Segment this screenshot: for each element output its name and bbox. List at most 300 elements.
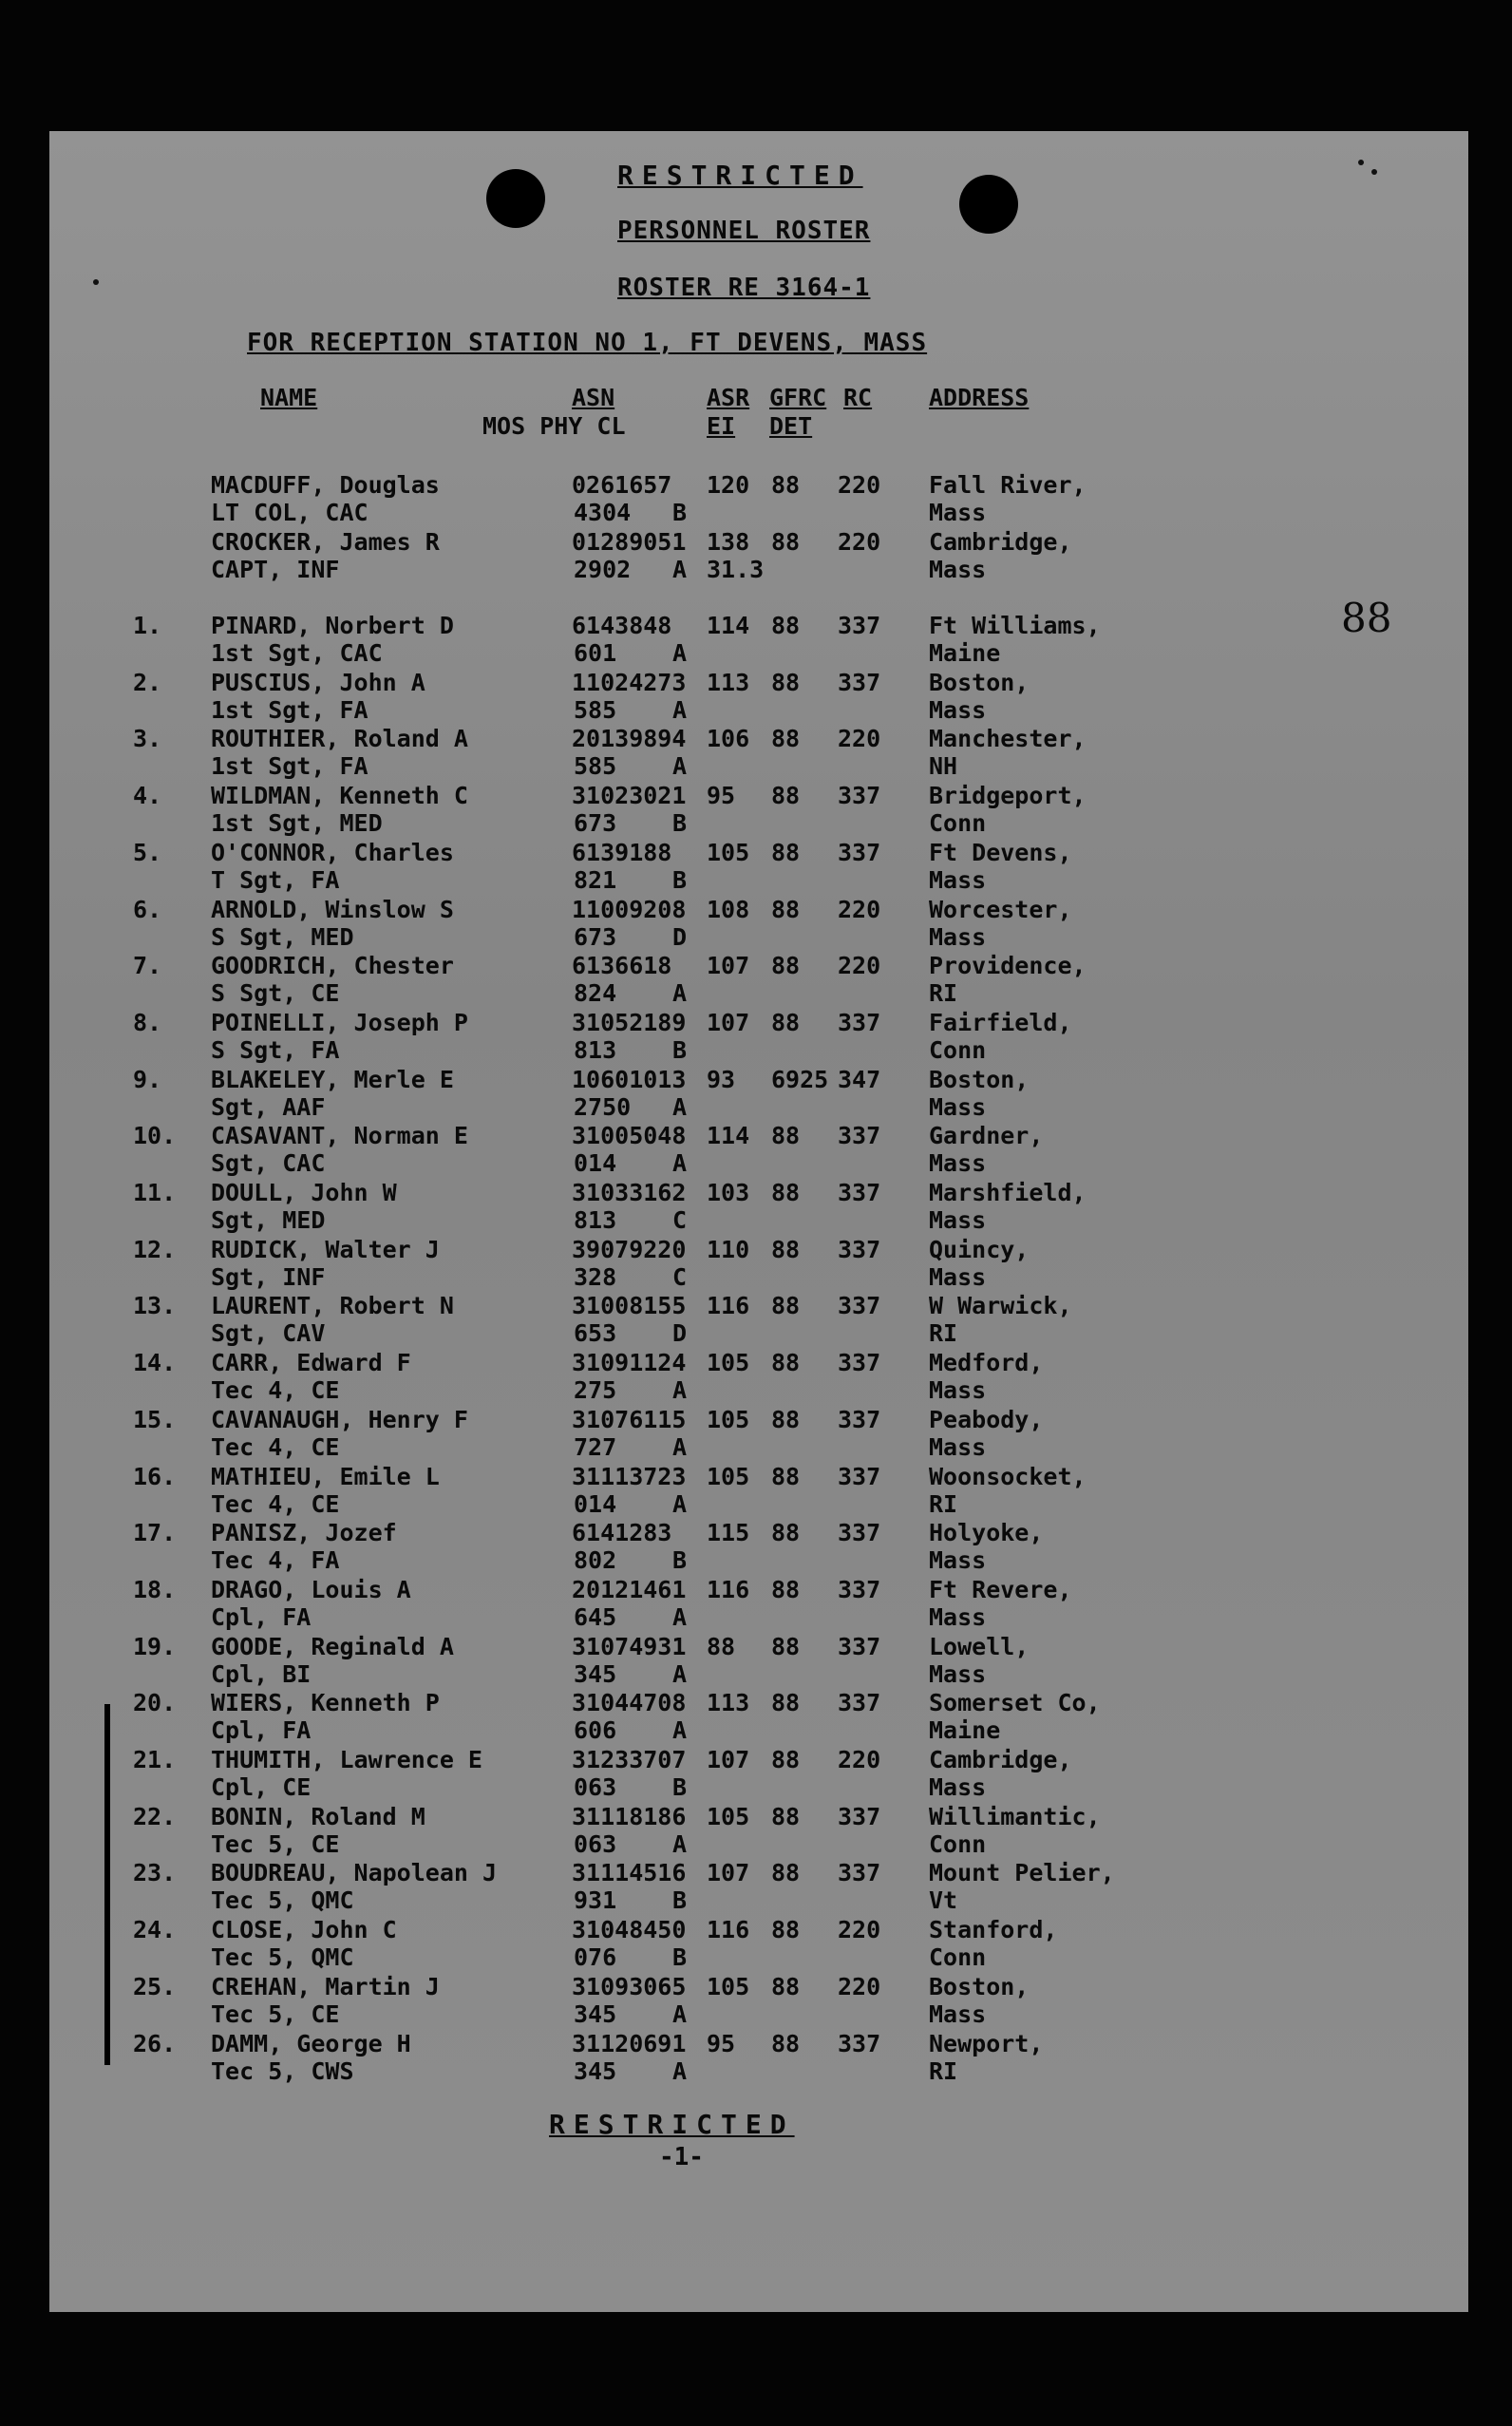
phy-cl-value: C [672, 1263, 688, 1291]
gfrc-value: 88 [771, 2030, 801, 2057]
phy-cl-value: D [672, 1319, 688, 1347]
soldier-name: GOODRICH, Chester [211, 952, 454, 979]
rc-value: 337 [838, 1519, 881, 1546]
asn-value: 6141283 [572, 1519, 672, 1546]
entry-number: 24. [133, 1916, 177, 1943]
gfrc-value: 88 [771, 669, 801, 696]
asn-value: 11009208 [572, 896, 687, 923]
asn-value: 11024273 [572, 669, 687, 696]
scan-speck [1371, 169, 1377, 175]
entry-number: 11. [133, 1179, 177, 1206]
phy-cl-value: A [672, 2000, 688, 2028]
col-asr: ASR [707, 384, 750, 411]
mos-value: 063 [574, 1830, 617, 1858]
entry-number: 6. [133, 896, 162, 923]
rc-value: 337 [838, 1463, 881, 1490]
soldier-name: CROCKER, James R [211, 528, 440, 556]
phy-cl-value: A [672, 1093, 688, 1121]
asr-value: 107 [707, 1746, 750, 1773]
address-city: Medford, [929, 1349, 1044, 1376]
asr-value: 120 [707, 471, 750, 499]
entry-number: 2. [133, 669, 162, 696]
phy-cl-value: A [672, 1603, 688, 1631]
soldier-name: CASAVANT, Norman E [211, 1122, 468, 1149]
entry-number: 9. [133, 1066, 162, 1093]
asr-value: 113 [707, 669, 750, 696]
rc-value: 337 [838, 1009, 881, 1036]
scan-speck [93, 279, 99, 285]
rank-branch: Sgt, AAF [211, 1093, 326, 1121]
mos-value: 673 [574, 923, 617, 951]
entry-number: 4. [133, 782, 162, 809]
address-city: Somerset Co, [929, 1689, 1101, 1716]
address-city: Fairfield, [929, 1009, 1072, 1036]
address-state: Mass [929, 866, 987, 894]
asr-value: 108 [707, 896, 750, 923]
gfrc-value: 88 [771, 1519, 801, 1546]
phy-cl-value: A [672, 639, 688, 667]
soldier-name: THUMITH, Lawrence E [211, 1746, 482, 1773]
phy-cl-value: A [672, 696, 688, 724]
rank-branch: Tec 4, FA [211, 1546, 340, 1574]
mos-value: 345 [574, 2057, 617, 2085]
address-city: Providence, [929, 952, 1087, 979]
asn-value: 01289051 [572, 528, 687, 556]
address-state: Mass [929, 1773, 987, 1801]
gfrc-value: 88 [771, 839, 801, 866]
entry-number: 16. [133, 1463, 177, 1490]
phy-cl-value: B [672, 1886, 688, 1914]
rc-value: 337 [838, 1349, 881, 1376]
rc-value: 337 [838, 1122, 881, 1149]
asr-value: 107 [707, 952, 750, 979]
rank-branch: Tec 4, CE [211, 1376, 340, 1404]
soldier-name: ROUTHIER, Roland A [211, 725, 468, 752]
phy-cl-value: B [672, 499, 688, 526]
entry-number: 13. [133, 1292, 177, 1319]
address-state: Mass [929, 1149, 987, 1177]
phy-cl-value: A [672, 556, 688, 583]
address-state: RI [929, 2057, 958, 2085]
asn-value: 31076115 [572, 1406, 687, 1433]
rank-branch: S Sgt, CE [211, 979, 340, 1007]
asn-value: 31033162 [572, 1179, 687, 1206]
gfrc-value: 88 [771, 1633, 801, 1660]
phy-cl-value: D [672, 923, 688, 951]
phy-cl-value: B [672, 866, 688, 894]
rc-value: 337 [838, 1406, 881, 1433]
entry-number: 20. [133, 1689, 177, 1716]
rank-branch: Sgt, CAC [211, 1149, 326, 1177]
gfrc-value: 88 [771, 1009, 801, 1036]
gfrc-value: 88 [771, 1463, 801, 1490]
gfrc-value: 88 [771, 1406, 801, 1433]
address-city: Ft Revere, [929, 1576, 1072, 1603]
asn-value: 6136618 [572, 952, 672, 979]
rank-branch: S Sgt, FA [211, 1036, 340, 1064]
soldier-name: PUSCIUS, John A [211, 669, 425, 696]
rank-branch: S Sgt, MED [211, 923, 354, 951]
gfrc-value: 88 [771, 1576, 801, 1603]
entry-number: 1. [133, 612, 162, 639]
mos-value: 645 [574, 1603, 617, 1631]
gfrc-value: 88 [771, 782, 801, 809]
address-state: Vt [929, 1886, 958, 1914]
address-state: Mass [929, 2000, 987, 2028]
soldier-name: DAMM, George H [211, 2030, 411, 2057]
mos-value: 063 [574, 1773, 617, 1801]
entry-number: 5. [133, 839, 162, 866]
rc-value: 220 [838, 725, 881, 752]
asr-value: 116 [707, 1916, 750, 1943]
address-city: Cambridge, [929, 528, 1072, 556]
rank-branch: Tec 4, CE [211, 1433, 340, 1461]
mos-value: 813 [574, 1036, 617, 1064]
mos-value: 275 [574, 1376, 617, 1404]
soldier-name: CAVANAUGH, Henry F [211, 1406, 468, 1433]
asn-value: 0261657 [572, 471, 672, 499]
address-state: Mass [929, 923, 987, 951]
soldier-name: BONIN, Roland M [211, 1803, 425, 1830]
gfrc-value: 88 [771, 1746, 801, 1773]
address-city: Quincy, [929, 1236, 1030, 1263]
address-city: Mount Pelier, [929, 1859, 1115, 1886]
rank-branch: Cpl, FA [211, 1716, 312, 1744]
mos-value: 727 [574, 1433, 617, 1461]
address-state: Mass [929, 1546, 987, 1574]
address-state: Mass [929, 1433, 987, 1461]
address-state: Mass [929, 1660, 987, 1688]
gfrc-value: 88 [771, 1859, 801, 1886]
phy-cl-value: A [672, 1660, 688, 1688]
address-state: Mass [929, 1376, 987, 1404]
entry-number: 22. [133, 1803, 177, 1830]
col-asn: ASN [572, 384, 615, 411]
mos-value: 076 [574, 1943, 617, 1971]
entry-number: 12. [133, 1236, 177, 1263]
asr-value: 114 [707, 612, 750, 639]
address-state: Mass [929, 499, 987, 526]
asn-value: 6143848 [572, 612, 672, 639]
doc-type-title: PERSONNEL ROSTER [617, 217, 871, 245]
asr-value: 105 [707, 1973, 750, 2000]
gfrc-value: 88 [771, 1973, 801, 2000]
gfrc-value: 88 [771, 612, 801, 639]
rc-value: 337 [838, 612, 881, 639]
gfrc-value: 88 [771, 725, 801, 752]
col-rc: RC [843, 384, 873, 411]
asr-value: 103 [707, 1179, 750, 1206]
rc-value: 337 [838, 1859, 881, 1886]
entry-number: 15. [133, 1406, 177, 1433]
address-city: Bridgeport, [929, 782, 1087, 809]
mos-value: 813 [574, 1206, 617, 1234]
gfrc-value: 88 [771, 1236, 801, 1263]
address-city: Ft Williams, [929, 612, 1101, 639]
col-mos-phy-cl: MOS PHY CL [482, 412, 626, 440]
mos-value: 585 [574, 752, 617, 780]
address-state: Conn [929, 1036, 987, 1064]
address-state: Conn [929, 809, 987, 837]
phy-cl-value: B [672, 1773, 688, 1801]
asr-value: 105 [707, 1463, 750, 1490]
asr-value: 116 [707, 1576, 750, 1603]
asr-value: 105 [707, 1349, 750, 1376]
mos-value: 585 [574, 696, 617, 724]
phy-cl-value: B [672, 809, 688, 837]
entry-number: 23. [133, 1859, 177, 1886]
soldier-name: DRAGO, Louis A [211, 1576, 411, 1603]
punch-hole-right [959, 175, 1018, 234]
gfrc-value: 88 [771, 1916, 801, 1943]
gfrc-value: 88 [771, 1122, 801, 1149]
mos-value: 931 [574, 1886, 617, 1914]
page-number: -1- [659, 2143, 704, 2171]
rank-branch: Tec 5, CE [211, 2000, 340, 2028]
gfrc-value: 88 [771, 528, 801, 556]
asn-value: 6139188 [572, 839, 672, 866]
address-city: Stanford, [929, 1916, 1058, 1943]
soldier-name: ARNOLD, Winslow S [211, 896, 454, 923]
mos-value: 601 [574, 639, 617, 667]
col-name: NAME [260, 384, 318, 411]
soldier-name: POINELLI, Joseph P [211, 1009, 468, 1036]
asr-value: 115 [707, 1519, 750, 1546]
soldier-name: PANISZ, Jozef [211, 1519, 397, 1546]
rc-value: 337 [838, 669, 881, 696]
rc-value: 337 [838, 1633, 881, 1660]
col-ei: EI [707, 412, 736, 440]
address-state: Maine [929, 1716, 1001, 1744]
asn-value: 31005048 [572, 1122, 687, 1149]
entry-number: 3. [133, 725, 162, 752]
gfrc-value: 6925 [771, 1066, 829, 1093]
address-city: Cambridge, [929, 1746, 1072, 1773]
soldier-name: BLAKELEY, Merle E [211, 1066, 454, 1093]
address-state: NH [929, 752, 958, 780]
rc-value: 220 [838, 952, 881, 979]
address-city: Gardner, [929, 1122, 1044, 1149]
asn-value: 20121461 [572, 1576, 687, 1603]
asr-value: 107 [707, 1859, 750, 1886]
margin-note: 88 [1341, 595, 1392, 641]
address-city: Newport, [929, 2030, 1044, 2057]
asr-value: 110 [707, 1236, 750, 1263]
asr-value: 105 [707, 1406, 750, 1433]
scan-speck [1358, 160, 1364, 165]
soldier-name: CREHAN, Martin J [211, 1973, 440, 2000]
asn-value: 31023021 [572, 782, 687, 809]
address-state: RI [929, 979, 958, 1007]
rc-value: 337 [838, 1292, 881, 1319]
asr-value: 138 [707, 528, 750, 556]
soldier-name: CLOSE, John C [211, 1916, 397, 1943]
asn-value: 31044708 [572, 1689, 687, 1716]
soldier-name: LAURENT, Robert N [211, 1292, 454, 1319]
ei-value: 31.3 [707, 556, 765, 583]
rank-branch: Sgt, CAV [211, 1319, 326, 1347]
rc-value: 220 [838, 1916, 881, 1943]
address-city: Woonsocket, [929, 1463, 1087, 1490]
address-city: Lowell, [929, 1633, 1030, 1660]
rc-value: 337 [838, 1576, 881, 1603]
rank-branch: Cpl, CE [211, 1773, 312, 1801]
margin-ink-mark [104, 1704, 110, 2065]
address-state: Mass [929, 1206, 987, 1234]
station-line: FOR RECEPTION STATION NO 1, FT DEVENS, MASS [247, 329, 928, 357]
asr-value: 106 [707, 725, 750, 752]
soldier-name: CARR, Edward F [211, 1349, 411, 1376]
roster-page [49, 131, 1468, 2312]
mos-value: 802 [574, 1546, 617, 1574]
entry-number: 18. [133, 1576, 177, 1603]
mos-value: 014 [574, 1149, 617, 1177]
entry-number: 25. [133, 1973, 177, 2000]
rank-branch: Tec 5, CE [211, 1830, 340, 1858]
address-state: Mass [929, 556, 987, 583]
asn-value: 31233707 [572, 1746, 687, 1773]
phy-cl-value: A [672, 1376, 688, 1404]
address-state: Mass [929, 1263, 987, 1291]
entry-number: 26. [133, 2030, 177, 2057]
rc-value: 220 [838, 1746, 881, 1773]
phy-cl-value: A [672, 752, 688, 780]
asr-value: 116 [707, 1292, 750, 1319]
rc-value: 337 [838, 839, 881, 866]
mos-value: 653 [574, 1319, 617, 1347]
roster-number: ROSTER RE 3164-1 [617, 274, 871, 302]
soldier-name: BOUDREAU, Napolean J [211, 1859, 498, 1886]
asn-value: 31074931 [572, 1633, 687, 1660]
mos-value: 673 [574, 809, 617, 837]
rank-branch: 1st Sgt, MED [211, 809, 383, 837]
asn-value: 20139894 [572, 725, 687, 752]
phy-cl-value: A [672, 979, 688, 1007]
entry-number: 14. [133, 1349, 177, 1376]
asn-value: 31008155 [572, 1292, 687, 1319]
gfrc-value: 88 [771, 1349, 801, 1376]
address-state: RI [929, 1319, 958, 1347]
phy-cl-value: B [672, 1036, 688, 1064]
rank-branch: LT COL, CAC [211, 499, 369, 526]
rc-value: 220 [838, 528, 881, 556]
rc-value: 220 [838, 896, 881, 923]
rank-branch: 1st Sgt, CAC [211, 639, 383, 667]
mos-value: 345 [574, 2000, 617, 2028]
gfrc-value: 88 [771, 1179, 801, 1206]
asn-value: 31093065 [572, 1973, 687, 2000]
gfrc-value: 88 [771, 1292, 801, 1319]
soldier-name: DOULL, John W [211, 1179, 397, 1206]
address-state: Conn [929, 1943, 987, 1971]
address-city: Marshfield, [929, 1179, 1087, 1206]
rc-value: 337 [838, 782, 881, 809]
rank-branch: Tec 5, QMC [211, 1943, 354, 1971]
classification-header: RESTRICTED [617, 160, 863, 191]
asr-value: 88 [707, 1633, 736, 1660]
address-state: Mass [929, 1093, 987, 1121]
rank-branch: Tec 4, CE [211, 1490, 340, 1518]
entry-number: 19. [133, 1633, 177, 1660]
entry-number: 8. [133, 1009, 162, 1036]
mos-value: 2750 [574, 1093, 632, 1121]
address-city: Holyoke, [929, 1519, 1044, 1546]
address-state: Conn [929, 1830, 987, 1858]
asr-value: 114 [707, 1122, 750, 1149]
entry-number: 10. [133, 1122, 177, 1149]
asr-value: 95 [707, 2030, 736, 2057]
address-city: Boston, [929, 1066, 1030, 1093]
rank-branch: Sgt, INF [211, 1263, 326, 1291]
address-city: Boston, [929, 1973, 1030, 2000]
classification-footer: RESTRICTED [549, 2109, 795, 2140]
rc-value: 337 [838, 2030, 881, 2057]
phy-cl-value: A [672, 1716, 688, 1744]
asn-value: 31048450 [572, 1916, 687, 1943]
address-city: W Warwick, [929, 1292, 1072, 1319]
entry-number: 17. [133, 1519, 177, 1546]
phy-cl-value: A [672, 1149, 688, 1177]
mos-value: 606 [574, 1716, 617, 1744]
mos-value: 824 [574, 979, 617, 1007]
phy-cl-value: A [672, 1490, 688, 1518]
rank-branch: Cpl, FA [211, 1603, 312, 1631]
rc-value: 220 [838, 471, 881, 499]
asn-value: 10601013 [572, 1066, 687, 1093]
asr-value: 105 [707, 839, 750, 866]
col-gfrc: GFRC [769, 384, 827, 411]
soldier-name: RUDICK, Walter J [211, 1236, 440, 1263]
punch-hole-left [486, 169, 545, 228]
mos-value: 821 [574, 866, 617, 894]
phy-cl-value: A [672, 1830, 688, 1858]
asr-value: 107 [707, 1009, 750, 1036]
col-det: DET [769, 412, 813, 440]
soldier-name: PINARD, Norbert D [211, 612, 454, 639]
rank-branch: Sgt, MED [211, 1206, 326, 1234]
mos-value: 345 [574, 1660, 617, 1688]
asr-value: 105 [707, 1803, 750, 1830]
asn-value: 39079220 [572, 1236, 687, 1263]
phy-cl-value: A [672, 2057, 688, 2085]
rank-branch: Tec 5, CWS [211, 2057, 354, 2085]
asn-value: 31118186 [572, 1803, 687, 1830]
asr-value: 93 [707, 1066, 736, 1093]
rank-branch: 1st Sgt, FA [211, 696, 369, 724]
rank-branch: CAPT, INF [211, 556, 340, 583]
mos-value: 014 [574, 1490, 617, 1518]
asn-value: 31114516 [572, 1859, 687, 1886]
mos-value: 4304 [574, 499, 632, 526]
asn-value: 31091124 [572, 1349, 687, 1376]
soldier-name: WIERS, Kenneth P [211, 1689, 440, 1716]
address-city: Peabody, [929, 1406, 1044, 1433]
address-state: Maine [929, 639, 1001, 667]
asn-value: 31120691 [572, 2030, 687, 2057]
gfrc-value: 88 [771, 896, 801, 923]
rc-value: 347 [838, 1066, 881, 1093]
address-state: Mass [929, 696, 987, 724]
phy-cl-value: B [672, 1546, 688, 1574]
soldier-name: MACDUFF, Douglas [211, 471, 440, 499]
soldier-name: O'CONNOR, Charles [211, 839, 454, 866]
rc-value: 337 [838, 1689, 881, 1716]
address-state: Mass [929, 1603, 987, 1631]
rank-branch: Cpl, BI [211, 1660, 312, 1688]
col-address: ADDRESS [929, 384, 1030, 411]
address-state: RI [929, 1490, 958, 1518]
soldier-name: MATHIEU, Emile L [211, 1463, 440, 1490]
